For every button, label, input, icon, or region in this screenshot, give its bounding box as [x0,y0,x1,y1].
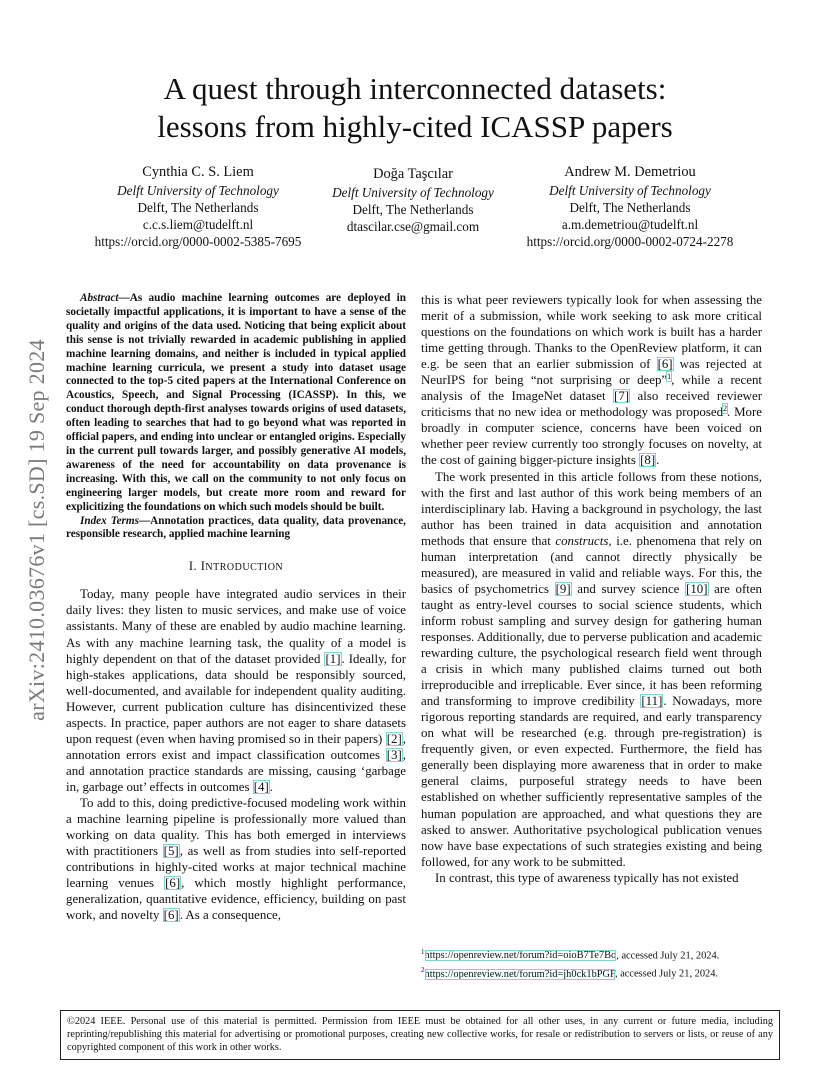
title-line-2: lessons from highly-cited ICASSP papers [157,109,673,144]
author-name: Cynthia C. S. Liem [142,164,254,180]
author-name: Doğa Taşcılar [373,166,453,182]
title-line-1: A quest through interconnected datasets: [163,71,667,106]
citation-link[interactable]: [6] [163,908,179,923]
footnote-number: 2 [421,966,425,975]
text-run: this is what peer reviewers typically look for when assessing the merit of a submission, while work seeking to ask more critical questions on the foundations on which work is built has a harder time getting through. Thanks to the OpenReview platform, it can e.g. be seen that an earlier submission of [421,293,762,372]
author-block-1 [78,163,318,250]
text-run: . Ideally, for high-stakes applications, data should be responsibly sourced, well-documented, and available for independent quality auditing. However, current publication culture has disincentivized these aspects. In practice, paper authors are not eager to share datasets upon request (even when having promised so in their papers) [66,651,406,746]
text-run: To add to this, doing predictive-focused modeling work within a machine learning pipeline is professionally more valued than working on data quality. This has both emerged in interviews with practitioners [66,795,406,859]
author-location: Delft, The Netherlands [137,200,259,215]
right-column [421,292,762,886]
paper-title [60,70,770,146]
citation-link[interactable]: [7] [614,389,630,404]
abstract [66,292,406,515]
citation-link[interactable]: [10] [686,581,708,596]
author-affiliation: Delft University of Technology [332,185,494,200]
footnote-suffix: , accessed July 21, 2024. [616,950,720,962]
text-run: . Nowadays, more rigorous reporting standards are required, and early transparency on what will be researched (e.g. through pre-registration) is frequently given, or even expected. Furthermore, the field has generally been displaying more awareness that in order to make general claims, purposeful strategy needs to have been established on whether sufficiently representative samples of the human population are approached, and what questions they are asked to answer. Authoritative psychological publication venues now have base expectations of such strategies existing and being followed, for any work to be submitted. [421,694,763,869]
author-affiliation: Delft University of Technology [549,183,711,198]
text-run: Today, many people have integrated audio services in their daily lives: they listen to music services, and make use of voice assistants. Many of these are enabled by audio machine learning. As with any machine learning task, the quality of a model is highly dependent on that of the dataset provided [66,587,406,666]
author-orcid[interactable]: https://orcid.org/0000-0002-0724-2278 [526,234,734,249]
text-run: . [656,453,660,468]
left-column [66,292,406,923]
text-run: was rejected at NeurIPS for being “not surprising or deep” [421,357,762,388]
arxiv-identifier: arXiv:2410.03676v1 [cs.SD] 19 Sep 2024 [24,339,49,721]
text-run: . [269,779,273,794]
footnote-2 [421,963,766,981]
text-run: , annotation errors exist and impact classification outcomes [66,731,406,762]
citation-link[interactable]: [6] [657,357,673,372]
text-run: . More broadly in computer science, concerns have been voiced on whether peer review currently too strongly focuses on novelty, at the cost of gaining bigger-picture insights [421,405,762,468]
author-name: Andrew M. Demetriou [564,164,696,180]
text-run: , i.e. phenomena that rely on human interpretation (and cannot directly physically be measured), are measured in valid and reliable ways. For this, the basics of psychometrics [421,533,763,596]
footnotes [421,945,766,982]
footnote-url[interactable]: https://openreview.net/forum?id=jh0ck1bPGF [424,968,615,980]
index-terms [66,515,406,543]
author-location: Delft, The Netherlands [352,202,474,217]
text-run: , while a recent analysis of the ImageNet dataset [421,373,762,404]
author-location: Delft, The Netherlands [569,200,691,215]
text-run: also received reviewer criticisms that no new idea or methodology was proposed [421,389,762,420]
intro-paragraph-2 [66,795,406,923]
citation-link[interactable]: [11] [641,694,663,709]
footnote-marker[interactable]: 2 [723,404,728,414]
intro-paragraph-5: In contrast, this type of awareness typically has not existed [435,870,739,885]
intro-paragraph-4 [421,469,762,870]
copyright-notice: ©2024 IEEE. Personal use of this material is permitted. Permission from IEEE must be obtained for all other uses, in any current or future media, including reprinting/republishing this material for advertising or promotional purposes, creating new collective works, for resale or redistribution to servers or lists, or reuse of any copyrighted component of this work in other works. [60,1010,780,1060]
index-terms-text: —Annotation practices, data quality, data provenance, responsible research, applied machine learning [66,514,406,541]
text-run: . As a consequence, [179,908,282,923]
citation-link[interactable]: [2] [386,731,402,746]
abstract-label: Abstract [80,292,119,304]
citation-link[interactable]: [5] [163,844,179,859]
author-block-2 [313,165,513,235]
intro-paragraph-1 [66,586,406,795]
emphasis-text: constructs [555,533,609,548]
abstract-text: —As audio machine learning outcomes are deployed in societally impactful applications, it is important to have a sense of the quality and origins of the data used. Noticing that being explicit about this sense is not trivially rewarded in academic publishing in applied machine learning domains, and neither is included in typical applied machine learning curricula, we present a study into dataset usage connected to the top-5 cited papers at the International Conference on Acoustics, Speech, and Signal Processing (ICASSP). In this, we conduct thorough depth-first analyses towards origins of used datasets, often leading to searches that had to go beyond what was reported in official papers, and ending into unclear or entangled origins. Especially in the current pull towards larger, and possibly generative AI models, awareness of the need for accountability on data provenance is increasing. With this, we call on the community to not only focus on engineering larger models, but create more room and reward for explicitizing the foundations on which such models should be built. [66,292,406,513]
citation-link[interactable]: [8] [640,453,656,468]
author-email[interactable]: a.m.demetriou@tudelft.nl [561,217,699,232]
section-heading: I. INTRODUCTION [188,559,284,574]
intro-paragraph-3 [421,292,762,469]
index-terms-label: Index Terms [80,514,139,527]
citation-link[interactable]: [3] [386,747,402,762]
footnote-marker[interactable]: 1 [667,371,672,381]
text-run: The work presented in this article follows from these notions, with the first and last author of this work being members of an interdisciplinary lab. Having a background in psychology, the last author has been trained in data acquisition and annotation methods that ensure that [421,469,762,548]
citation-link[interactable]: [9] [555,581,571,596]
text-run: and survey science [571,581,686,596]
citation-link[interactable]: [6] [165,876,181,891]
text-run: are often taught as entry-level courses to social science students, which inform robust sampling and survey design for gathering human responses. Additionally, due to perverse publication and academic rewarding culture, the psychological research field went through a crisis in which many published claims turned out both irreproducible and irreplicable. Ever since, it has been reforming and transforming to improve credibility [421,581,762,709]
author-email[interactable]: c.c.s.liem@tudelft.nl [142,217,254,232]
citation-link[interactable]: [1] [325,651,341,666]
text-run: , as well as from studies into self-reported contributions in highly-cited works at major technical machine learning venues [66,844,406,891]
footnote-1 [421,945,766,963]
author-orcid[interactable]: https://orcid.org/0000-0002-5385-7695 [94,234,302,249]
citation-link[interactable]: [4] [253,779,269,794]
author-affiliation: Delft University of Technology [117,183,279,198]
footnote-url[interactable]: https://openreview.net/forum?id=oioB7Te7Bo [424,950,617,962]
text-run: , which mostly highlight performance, generalization, quantitative evidence, efficiency, building on past work, and novelty [66,876,406,923]
footnote-number: 1 [421,948,425,956]
text-run: , and annotation practice standards are missing, causing ‘garbage in, garbage out’ effects in outcomes [66,747,406,794]
author-email[interactable]: dtascilar.cse@gmail.com [346,219,480,234]
author-block-3 [510,163,750,250]
arxiv-sidebar-stamp [22,290,52,770]
footnote-suffix: , accessed July 21, 2024. [615,968,719,980]
